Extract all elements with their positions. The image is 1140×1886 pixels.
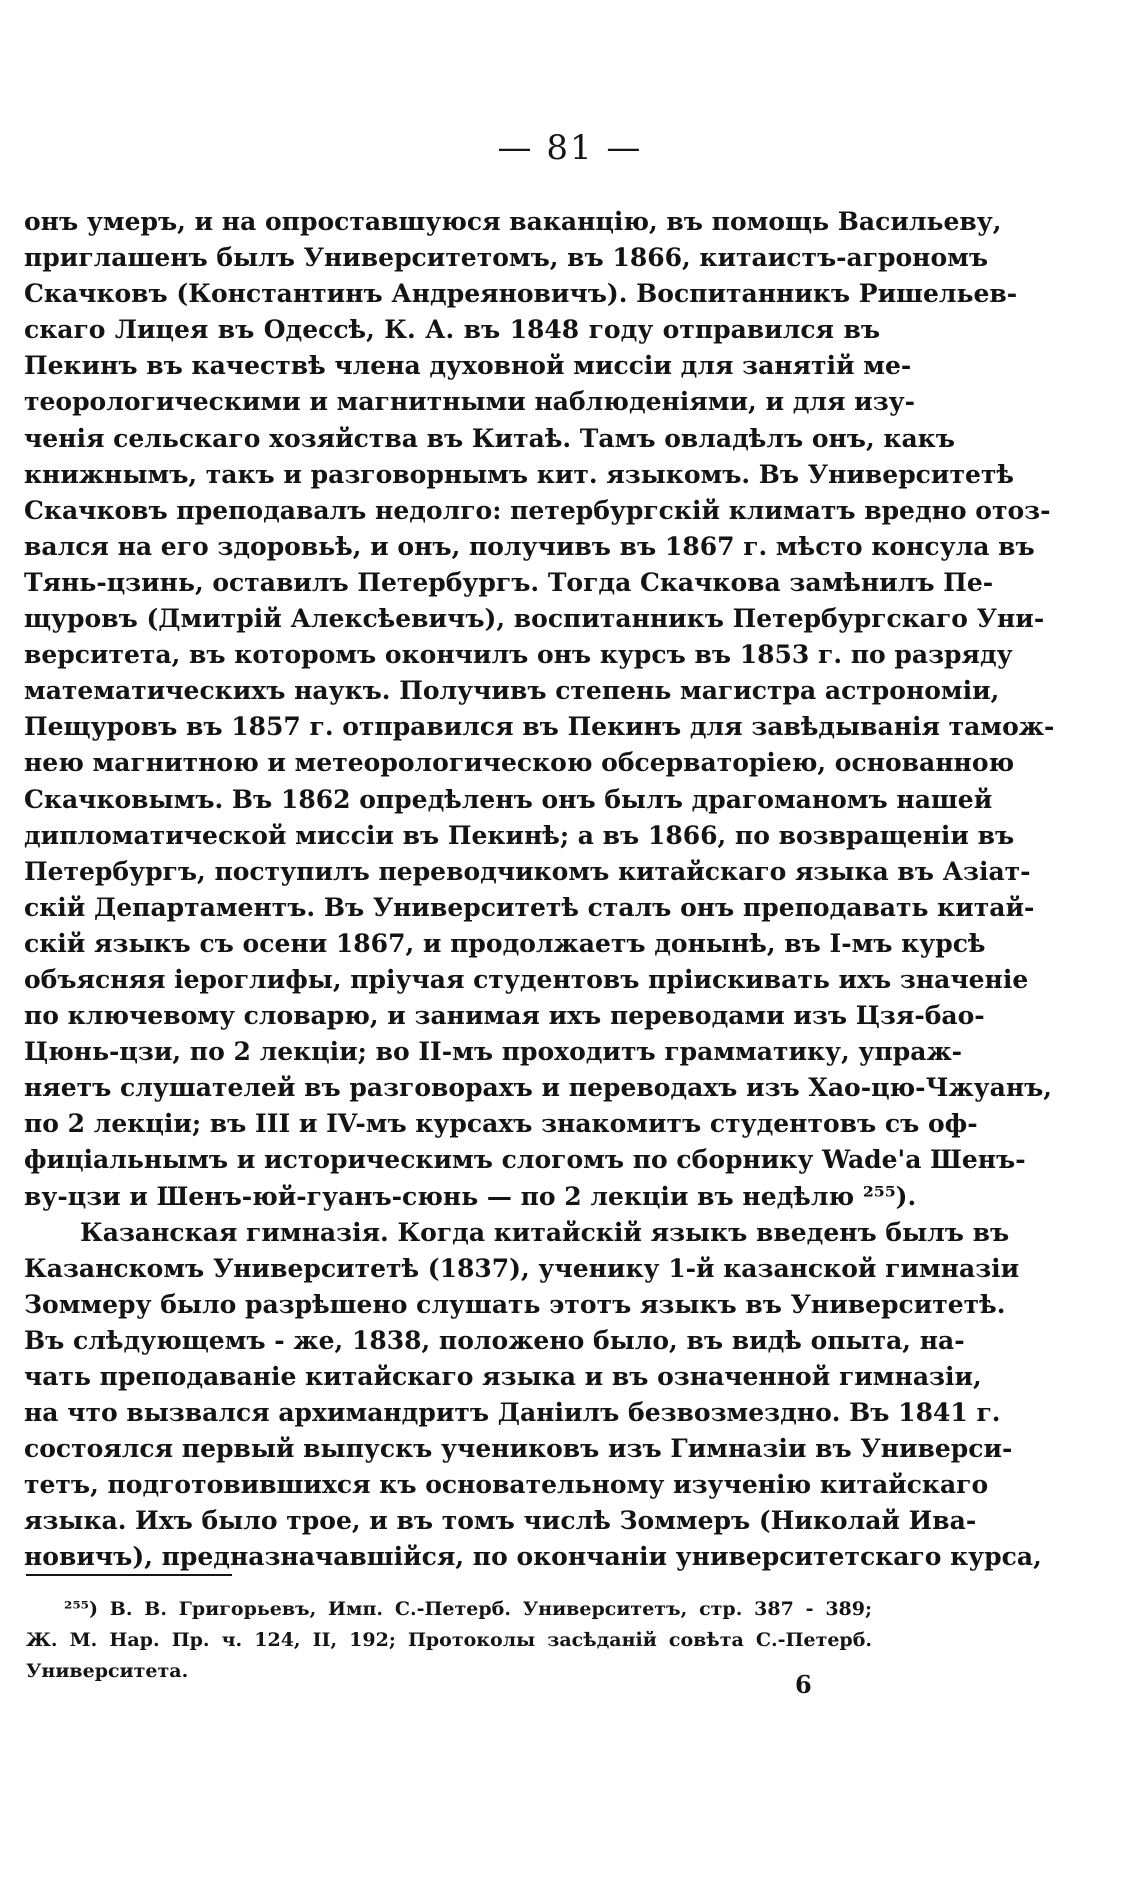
page-number: — 81 — xyxy=(497,128,643,168)
text-line: Пещуровъ въ 1857 г. отправился въ Пекинъ для завѣдыванія тамож- xyxy=(24,712,1055,742)
paragraph-start-line: Казанская гимназія. Когда китайскій языкъ введенъ былъ въ xyxy=(80,1217,1010,1247)
text-line: нею магнитною и метеорологическою обсерваторіею, основанною xyxy=(24,748,1015,778)
footnote-line: Ж. М. Нар. Пр. ч. 124, II, 192; Протоколы засѣданій совѣта С.-Петерб. xyxy=(26,1629,872,1651)
text-line: Цюнь-цзи, по 2 лекціи; во II-мъ проходитъ грамматику, упраж- xyxy=(24,1037,963,1067)
text-line: чать преподаваніе китайскаго языка и въ означенной гимназіи, xyxy=(24,1362,982,1391)
signature-mark: 6 xyxy=(795,1670,812,1699)
text-line: языка. Ихъ было трое, и въ томъ числѣ Зоммеръ (Николай Ива- xyxy=(24,1506,977,1536)
text-line: объясняя іероглифы, пріучая студентовъ пріискивать ихъ значеніе xyxy=(24,964,1029,994)
text-line: приглашенъ былъ Университетомъ, въ 1866, китаистъ-агрономъ xyxy=(24,243,989,273)
text-line: на что вызвался архимандритъ Даніилъ безвозмездно. Въ 1841 г. xyxy=(24,1398,1001,1428)
text-line: Скачковымъ. Въ 1862 опредѣленъ онъ былъ драгоманомъ нашей xyxy=(24,784,993,814)
text-line: Пекинъ въ качествѣ члена духовной миссіи для занятій ме- xyxy=(24,351,912,381)
text-line: фиціальнымъ и историческимъ слогомъ по сборнику Wade'а Шенъ- xyxy=(24,1145,1026,1175)
text-line: по 2 лекціи; въ III и IV-мъ курсахъ знакомитъ студентовъ съ оф- xyxy=(24,1109,978,1139)
text-line: книжнымъ, такъ и разговорнымъ кит. языкомъ. Въ Университетѣ xyxy=(24,459,1014,489)
text-line: по ключевому словарю, и занимая ихъ переводами изъ Цзя-бао- xyxy=(24,1001,985,1031)
text-line: Скачковъ преподавалъ недолго: петербургскій климатъ вредно отоз- xyxy=(24,495,1051,525)
text-line: скаго Лицея въ Одессѣ, К. А. въ 1848 году отправился въ xyxy=(24,315,880,345)
body-text xyxy=(24,204,1055,1576)
text-line: теорологическими и магнитными наблюденіями, и для изу- xyxy=(24,387,916,417)
footnote-line: ²⁵⁵) В. В. Григорьевъ, Имп. С.-Петерб. Университетъ, стр. 387 - 389; xyxy=(64,1598,872,1620)
text-line: новичъ), предназначавшійся, по окончаніи университетскаго курса, xyxy=(24,1542,1042,1572)
text-line: Скачковъ (Константинъ Андреяновичъ). Воспитанникъ Ришельев- xyxy=(24,279,1018,309)
footnote-line: Университета. xyxy=(26,1660,189,1682)
text-line: вался на его здоровьѣ, и онъ, получивъ въ 1867 г. мѣсто консула въ xyxy=(24,531,1035,561)
text-line: Зоммеру было разрѣшено слушать этотъ языкъ въ Университетѣ. xyxy=(24,1289,1006,1319)
text-line: Казанскомъ Университетѣ (1837), ученику 1-й казанской гимназіи xyxy=(24,1253,1020,1283)
text-line: Въ слѣдующемъ - же, 1838, положено было, въ видѣ опыта, на- xyxy=(24,1325,965,1355)
text-line: тетъ, подготовившихся къ основательному изученію китайскаго xyxy=(24,1470,989,1500)
text-line: Петербургъ, поступилъ переводчикомъ китайскаго языка въ Азіат- xyxy=(24,856,1031,886)
text-line: верситета, въ которомъ окончилъ онъ курсъ въ 1853 г. по разряду xyxy=(24,640,1013,670)
text-line: няетъ слушателей въ разговорахъ и переводахъ изъ Хао-цю-Чжуанъ, xyxy=(24,1073,1053,1103)
text-line: ченія сельскаго хозяйства въ Китаѣ. Тамъ овладѣлъ онъ, какъ xyxy=(24,423,955,453)
text-line: математическихъ наукъ. Получивъ степень магистра астрономіи, xyxy=(24,676,1000,706)
text-line: ву-цзи и Шенъ-юй-гуанъ-сюнь — по 2 лекціи въ недѣлю ²⁵⁵). xyxy=(24,1181,917,1211)
text-line: скій Департаментъ. Въ Университетѣ сталъ онъ преподавать китай- xyxy=(24,892,1035,922)
text-line: онъ умеръ, и на опроставшуюся ваканцію, въ помощь Васильеву, xyxy=(24,207,1002,236)
footnotes xyxy=(26,1594,872,1687)
text-line: состоялся первый выпускъ учениковъ изъ Гимназіи въ Универси- xyxy=(24,1434,1013,1464)
text-line: щуровъ (Дмитрій Алексѣевичъ), воспитанникъ Петербургскаго Уни- xyxy=(24,604,1045,634)
footnote-rule xyxy=(26,1574,232,1576)
text-line: Тянь-цзинь, оставилъ Петербургъ. Тогда Скачкова замѣнилъ Пе- xyxy=(24,567,994,597)
text-line: скій языкъ съ осени 1867, и продолжаетъ донынѣ, въ I-мъ курсѣ xyxy=(24,928,986,958)
text-line: дипломатической миссіи въ Пекинѣ; а въ 1866, по возвращеніи въ xyxy=(24,820,1015,850)
